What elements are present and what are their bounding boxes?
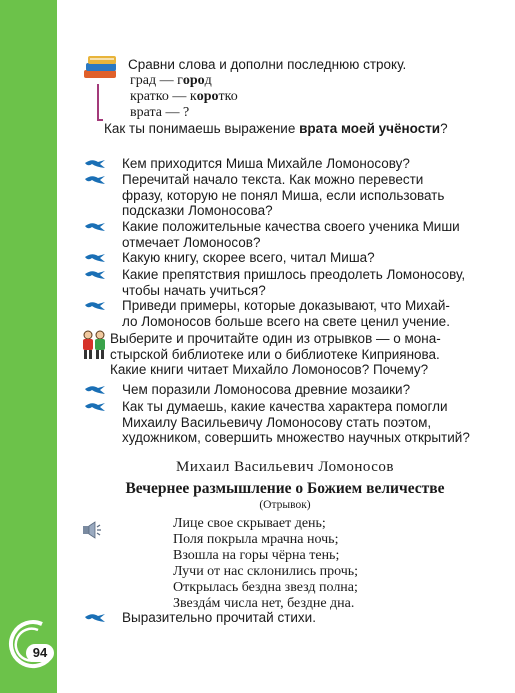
question-text: Чем поразили Ломоносова древние мозаики?	[122, 382, 411, 397]
word-pair-1: град — город	[130, 73, 212, 88]
speaker-icon	[82, 521, 104, 539]
question-text: Как ты думаешь, какие качества характера помогли Михаилу Васильевичу Ломоносову стать поэтом, художником, совершить множество научных открытий?	[122, 399, 470, 446]
question-text: Кем приходится Миша Михайле Ломоносову?	[122, 156, 410, 171]
poem-line: Открылась бездна звезд полна;	[173, 580, 358, 596]
page-number: 94	[26, 644, 54, 662]
word-pair-3: врата — ?	[130, 105, 190, 120]
question-text: Какие препятствия пришлось преодолеть Ломоносову, чтобы начать учиться?	[122, 267, 466, 298]
question-text: Какую книгу, скорее всего, читал Миша?	[122, 250, 375, 265]
question-text: Какие положительные качества своего ученика Миши отмечает Ломоносов?	[122, 219, 460, 250]
poem-line: Взошла на горы чёрна тень;	[173, 548, 340, 564]
poem-text	[173, 516, 358, 613]
pair-task-text: Выберите и прочитайте один из отрывков — о мона- стырской библиотеке или о библиотеке Киприянова. Какие книги читает Михайло Ломоносов? Почему?	[110, 331, 441, 378]
poem-title: Вечернее размышление о Божием величестве	[125, 480, 445, 497]
swallow-icon	[84, 300, 106, 312]
page-margin-strip	[0, 0, 57, 693]
question-text: Перечитай начало текста. Как можно перевести фразу, которую не понял Миша, если использовать подсказки Ломоносова?	[122, 172, 445, 219]
poem-line: Звездáм числа нет, бездне дна.	[173, 596, 355, 612]
swallow-icon	[84, 158, 106, 170]
question-text: Приведи примеры, которые доказывают, что Михай- ло Ломоносов больше всего на свете ценил учение.	[122, 298, 450, 329]
books-icon	[82, 52, 120, 80]
final-task-text: Выразительно прочитай стихи.	[122, 610, 316, 625]
author-name: Михаил Васильевич Ломоносов	[176, 459, 394, 475]
swallow-icon	[84, 221, 106, 233]
two-pupils-icon	[82, 330, 106, 360]
task-question: Как ты понимаешь выражение врата моей учёности?	[104, 121, 448, 136]
word-pair-2: кратко — коротко	[130, 89, 238, 104]
poem-line: Поля покрыла мрачна ночь;	[173, 532, 339, 548]
task-bracket	[97, 84, 99, 120]
poem-line: Лучи от нас склонились прочь;	[173, 564, 359, 580]
swallow-icon	[84, 252, 106, 264]
swallow-icon	[84, 174, 106, 186]
swallow-icon	[84, 401, 106, 413]
swallow-icon	[84, 384, 106, 396]
swallow-icon	[84, 612, 106, 624]
swallow-icon	[84, 269, 106, 281]
task-bracket-foot	[97, 119, 103, 121]
excerpt-note: (Отрывок)	[259, 499, 311, 511]
task-intro: Сравни слова и дополни последнюю строку.	[128, 57, 407, 72]
poem-line: Лице свое скрывает день;	[173, 516, 326, 531]
